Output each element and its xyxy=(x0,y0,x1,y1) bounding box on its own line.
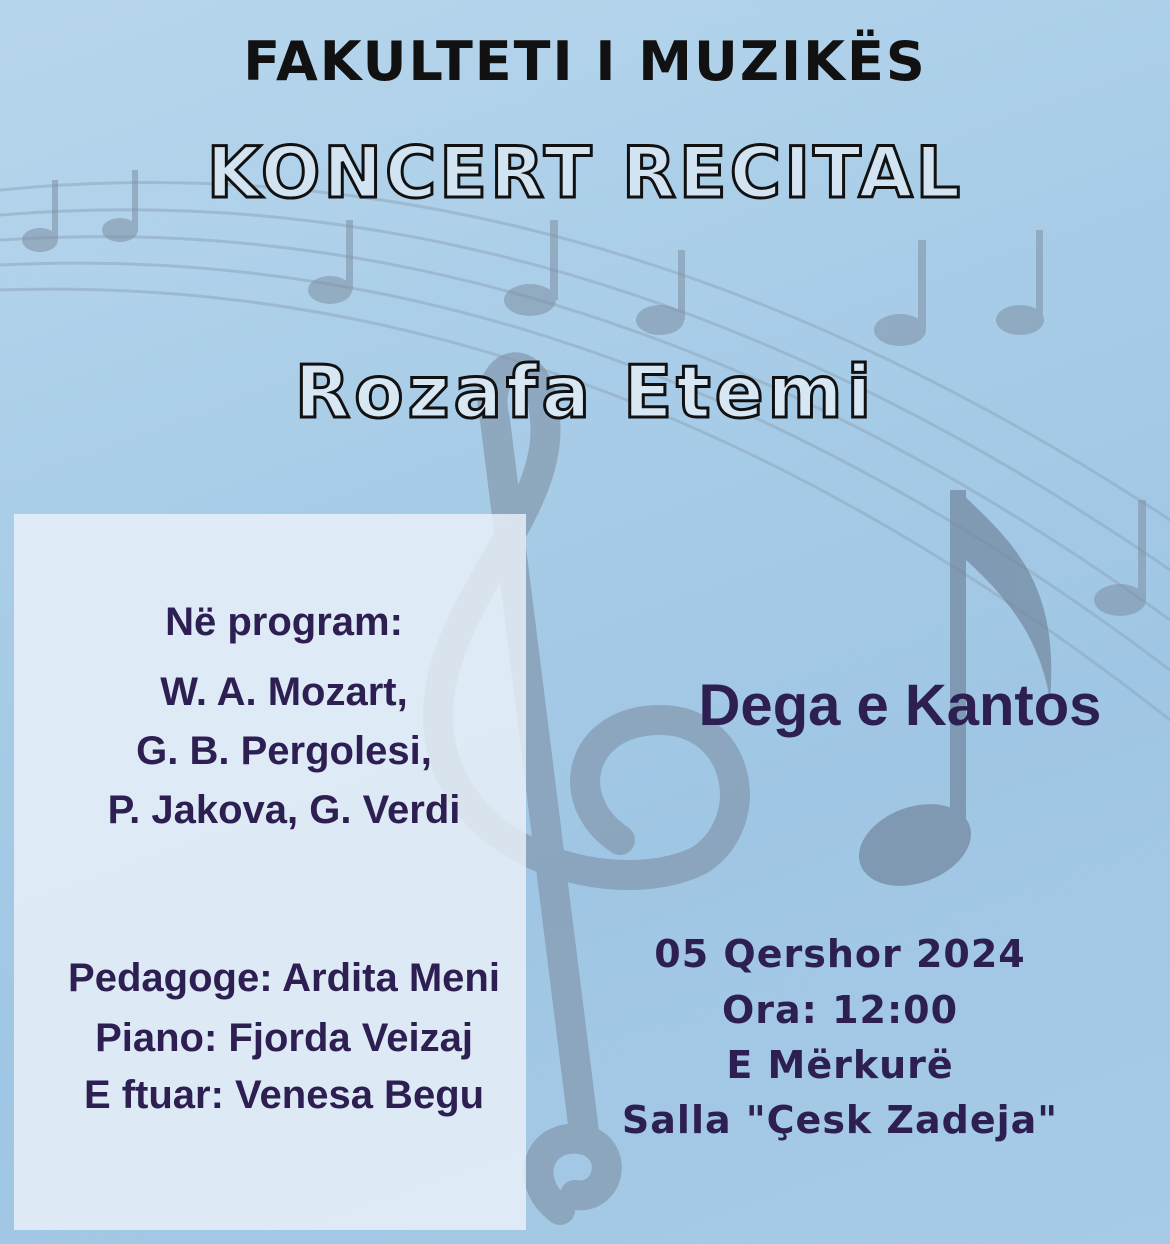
event-date: 05 Qershor 2024 xyxy=(654,932,1026,976)
program-composer: P. Jakova, G. Verdi xyxy=(107,788,461,832)
event-title: KONCERT RECITAL xyxy=(206,132,964,214)
program-composer: W. A. Mozart, xyxy=(160,670,408,714)
event-weekday: E Mërkurë xyxy=(726,1043,954,1087)
program-composer: G. B. Pergolesi, xyxy=(136,729,432,773)
credit-teacher: Pedagoge: Ardita Meni xyxy=(68,956,500,1000)
credit-guest: E ftuar: Venesa Begu xyxy=(83,1073,485,1117)
performer-name: Rozafa Etemi xyxy=(294,350,876,434)
event-venue: Salla "Çesk Zadeja" xyxy=(621,1098,1059,1142)
department-name: Dega e Kantos xyxy=(698,673,1102,738)
faculty-title: FAKULTETI I MUZIKËS xyxy=(243,30,927,93)
event-time: Ora: 12:00 xyxy=(721,988,959,1032)
program-label: Në program: xyxy=(165,600,403,644)
credit-piano: Piano: Fjorda Veizaj xyxy=(95,1016,473,1060)
